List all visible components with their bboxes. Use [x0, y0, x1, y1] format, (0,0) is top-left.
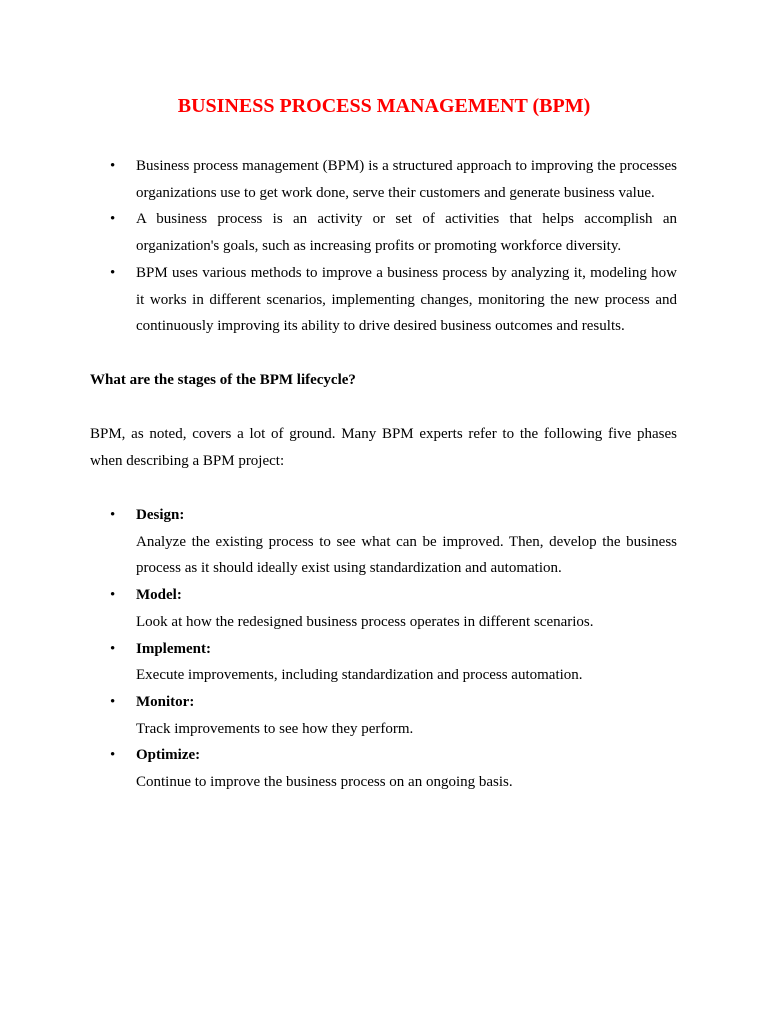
list-item: [90, 582, 677, 635]
phase-name: Optimize:: [136, 747, 201, 764]
phase-name: Model:: [136, 587, 182, 604]
phase-description: Track improvements to see how they perform.: [136, 720, 414, 737]
phase-name: Design:: [136, 507, 185, 523]
bullet-icon: •: [110, 747, 116, 764]
bullet-icon: •: [110, 640, 116, 657]
bullet-icon: •: [110, 158, 116, 174]
list-item: [90, 153, 677, 206]
phase-description: Look at how the redesigned business process operates in different scenarios.: [136, 613, 594, 630]
intro-bullet-text: A business process is an activity or set of activities that helps accomplish an organization's goals, such as increasing profits or promoting workforce diversity.: [136, 211, 677, 255]
bullet-icon: •: [110, 264, 116, 281]
phase-name: Monitor:: [136, 693, 195, 710]
phase-name: Implement:: [136, 640, 211, 657]
bullet-icon: •: [110, 693, 116, 710]
section-paragraph: BPM, as noted, covers a lot of ground. Many BPM experts refer to the following five phases when describing a BPM project:: [90, 426, 677, 469]
bullet-icon: •: [110, 211, 116, 228]
bullet-icon: •: [110, 587, 116, 604]
phase-bullet-list: [90, 502, 677, 796]
bullet-icon: •: [110, 507, 116, 523]
list-item: [90, 742, 677, 795]
section-heading: What are the stages of the BPM lifecycle?: [90, 372, 356, 388]
intro-bullet-list: [90, 153, 677, 340]
document-title: BUSINESS PROCESS MANAGEMENT (BPM): [177, 95, 591, 117]
intro-bullet-text: BPM uses various methods to improve a business process by analyzing it, modeling how it works in different scenarios, implementing changes, monitoring the new process and continuously improving its ability to drive desired business outcomes and results.: [136, 264, 677, 335]
list-item: [90, 689, 677, 742]
intro-bullet-text: Business process management (BPM) is a structured approach to improving the processes organizations use to get work done, serve their customers and generate business value.: [136, 158, 677, 201]
phase-description: Continue to improve the business process on an ongoing basis.: [136, 774, 513, 791]
list-item: [90, 636, 677, 689]
list-item: [90, 502, 677, 582]
list-item: [90, 260, 677, 340]
phase-description: Execute improvements, including standardization and process automation.: [136, 667, 583, 684]
list-item: [90, 206, 677, 259]
phase-description: Analyze the existing process to see what can be improved. Then, develop the business process as it should ideally exist using standardization and automation.: [136, 533, 677, 577]
